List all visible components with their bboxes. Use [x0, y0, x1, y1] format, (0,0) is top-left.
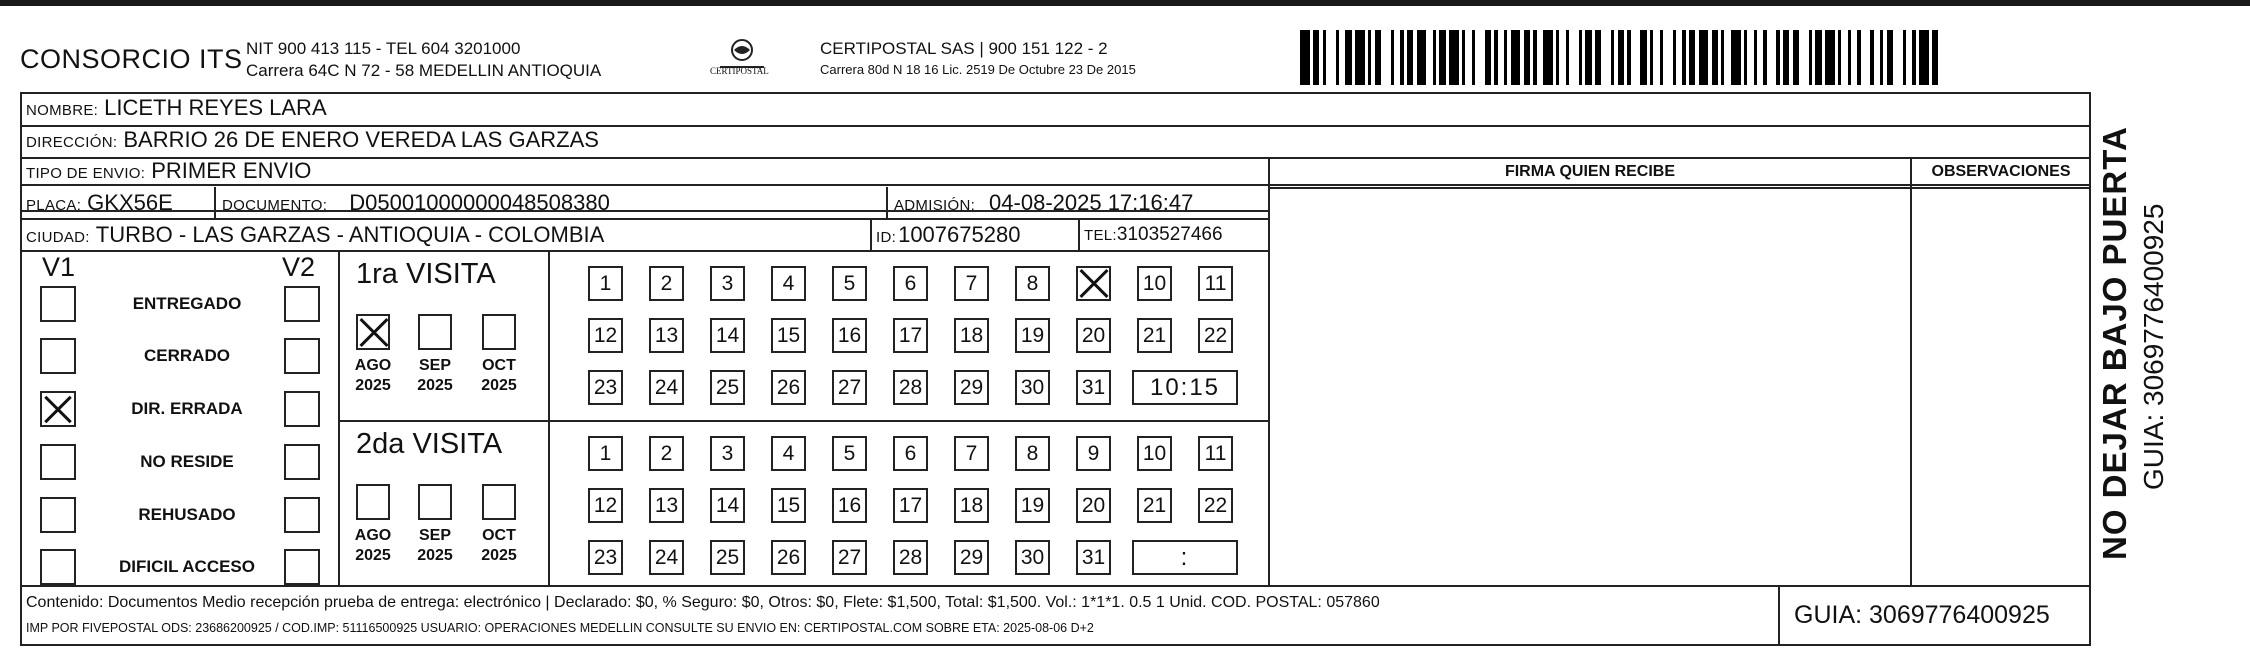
- barcode-bar: [1825, 30, 1835, 85]
- month-year: 2025: [417, 377, 453, 394]
- barcode-bar: [1699, 30, 1709, 85]
- day-box-26[interactable]: 26: [771, 540, 806, 575]
- admision-value: 04-08-2025 17:16:47: [989, 190, 1194, 215]
- day-box-14[interactable]: 14: [710, 488, 745, 523]
- status-label: DIFICIL ACCESO: [118, 557, 255, 576]
- tel-value: 3103527466: [1116, 224, 1223, 245]
- top-border: [0, 0, 2250, 6]
- barcode-bar: [1893, 30, 1903, 85]
- v2-checkbox-1[interactable]: [284, 338, 320, 374]
- ciudad-label: CIUDAD:: [26, 229, 90, 246]
- day-box-9[interactable]: [1076, 266, 1111, 301]
- day-box-6[interactable]: 6: [893, 436, 928, 471]
- month-year: 2025: [481, 547, 517, 564]
- observaciones-header: OBSERVACIONES: [1931, 163, 2071, 180]
- barcode-bar: [1861, 30, 1871, 85]
- day-box-18[interactable]: 18: [954, 488, 989, 523]
- day-box-19[interactable]: 19: [1015, 318, 1050, 353]
- day-box-27[interactable]: 27: [832, 370, 867, 405]
- month-checkbox[interactable]: [482, 314, 516, 350]
- month-name: OCT: [482, 527, 516, 544]
- barcode-bar: [1799, 30, 1809, 85]
- month-name: OCT: [482, 357, 516, 374]
- id-label: ID:: [876, 229, 897, 246]
- month-year: 2025: [481, 377, 517, 394]
- v2-checkbox-5[interactable]: [284, 549, 320, 585]
- side-warning: NO DEJAR BAJO PUERTA: [2096, 126, 2133, 560]
- month-label: [470, 356, 528, 396]
- v1-checkbox-4[interactable]: [40, 497, 76, 533]
- visit-time[interactable]: 10:15: [1132, 370, 1238, 405]
- day-box-1[interactable]: 1: [588, 266, 623, 301]
- v2-checkbox-4[interactable]: [284, 497, 320, 533]
- day-box-31[interactable]: 31: [1076, 370, 1111, 405]
- documento-value: D050010000000485083​80: [349, 190, 610, 215]
- day-box-22[interactable]: 22: [1198, 318, 1233, 353]
- tel-field: [1084, 224, 1223, 246]
- id-field: [876, 222, 1020, 248]
- v2-checkbox-0[interactable]: [284, 286, 320, 322]
- visit-title-2: 2da VISITA: [356, 428, 503, 460]
- tipo-value: PRIMER ENVIO: [151, 158, 312, 183]
- month-label: [344, 356, 402, 396]
- barcode-bar: [1300, 30, 1310, 85]
- day-box-28[interactable]: 28: [893, 370, 928, 405]
- v1-checkbox-0[interactable]: [40, 286, 76, 322]
- contenido-text: Contenido: Documentos Medio recepción prueba de entrega: electrónico | Declarado: $0, % Seguro: $0, Otros: $0, Flete: $1,500, Total: $1,500. Vol.: 1*1*1. 0.5 1 Unid. COD. POSTAL: 057860: [26, 594, 1380, 611]
- month-year: 2025: [355, 547, 391, 564]
- day-box-3[interactable]: 3: [710, 436, 745, 471]
- month-name: SEP: [418, 527, 451, 544]
- barcode-bar: [1731, 30, 1741, 85]
- v1-checkbox-1[interactable]: [40, 338, 76, 374]
- day-box-10[interactable]: 10: [1137, 266, 1172, 301]
- nit-line: NIT 900 413 115 - TEL 604 3201000: [246, 39, 521, 58]
- day-box-12[interactable]: 12: [588, 318, 623, 353]
- day-box-5[interactable]: 5: [832, 266, 867, 301]
- direccion-value: BARRIO 26 DE ENERO VEREDA LAS GARZAS: [123, 127, 599, 152]
- month-checkbox[interactable]: [418, 484, 452, 520]
- barcode-bar: [1417, 30, 1427, 85]
- v1-checkbox-5[interactable]: [40, 549, 76, 585]
- documento-label: DOCUMENTO:: [222, 197, 328, 214]
- day-box-25[interactable]: 25: [710, 540, 745, 575]
- day-box-17[interactable]: 17: [893, 488, 928, 523]
- nombre-row: [26, 95, 327, 121]
- imp-text: IMP POR FIVEPOSTAL ODS: 23686200925 / COD.IMP: 51116500925 USUARIO: OPERACIONES MEDELLIN CONSULTE SU ENVIO EN: CERTIPOSTAL.COM SOBRE ETA: 2025-08-06 D+2: [26, 621, 1094, 635]
- status-label: NO RESIDE: [140, 452, 234, 471]
- day-box-28[interactable]: 28: [893, 540, 928, 575]
- footer-guia: GUIA: 3069776400925: [1794, 601, 2050, 629]
- month-checkbox[interactable]: [482, 484, 516, 520]
- day-box-12[interactable]: 12: [588, 488, 623, 523]
- day-box-4[interactable]: 4: [771, 266, 806, 301]
- month-name: AGO: [354, 527, 392, 544]
- v2-header: V2: [282, 252, 316, 282]
- day-box-11[interactable]: 11: [1198, 266, 1233, 301]
- barcode-bar: [1543, 30, 1553, 85]
- day-box-23[interactable]: 23: [588, 370, 623, 405]
- day-box-7[interactable]: 7: [954, 266, 989, 301]
- ciudad-field: [26, 222, 604, 248]
- ciudad-value: TURBO - LAS GARZAS - ANTIOQUIA - COLOMBIA: [95, 222, 605, 247]
- v1-header: V1: [42, 252, 76, 282]
- status-label: CERRADO: [144, 346, 230, 365]
- day-box-14[interactable]: 14: [710, 318, 745, 353]
- firma-header: FIRMA QUIEN RECIBE: [1504, 163, 1676, 180]
- day-box-19[interactable]: 19: [1015, 488, 1050, 523]
- nombre-value: LICETH REYES LARA: [104, 95, 327, 120]
- barcode-bar: [1355, 30, 1365, 85]
- month-checkbox[interactable]: [418, 314, 452, 350]
- day-box-23[interactable]: 23: [588, 540, 623, 575]
- day-box-8[interactable]: 8: [1015, 436, 1050, 471]
- tel-label: TEL:: [1084, 227, 1117, 244]
- certipostal-line: CERTIPOSTAL SAS | 900 151 122 - 2: [820, 39, 1108, 58]
- direccion-label: DIRECCIÓN:: [26, 134, 118, 151]
- status-label: REHUSADO: [138, 505, 236, 524]
- v1-checkbox-2[interactable]: [40, 391, 76, 427]
- barcode-bar: [1631, 30, 1641, 85]
- day-box-30[interactable]: 30: [1015, 540, 1050, 575]
- day-box-31[interactable]: 31: [1076, 540, 1111, 575]
- v2-checkbox-2[interactable]: [284, 391, 320, 427]
- day-box-29[interactable]: 29: [954, 370, 989, 405]
- day-box-17[interactable]: 17: [893, 318, 928, 353]
- day-box-20[interactable]: 20: [1076, 318, 1111, 353]
- side-guia: GUIA: 3069776400925: [2138, 203, 2169, 490]
- barcode: [1300, 30, 1940, 85]
- barcode-bar: [1919, 30, 1929, 85]
- day-box-6[interactable]: 6: [893, 266, 928, 301]
- day-box-15[interactable]: 15: [771, 318, 806, 353]
- day-box-26[interactable]: 26: [771, 370, 806, 405]
- day-box-25[interactable]: 25: [710, 370, 745, 405]
- day-box-21[interactable]: 21: [1137, 318, 1172, 353]
- day-box-30[interactable]: 30: [1015, 370, 1050, 405]
- day-box-16[interactable]: 16: [832, 488, 867, 523]
- tipo-row: [26, 158, 311, 184]
- barcode-bar: [1601, 30, 1611, 85]
- documento-field: [222, 190, 610, 216]
- day-box-16[interactable]: 16: [832, 318, 867, 353]
- month-label: [406, 526, 464, 566]
- day-box-2[interactable]: 2: [649, 436, 684, 471]
- barcode-bar: [1663, 30, 1673, 85]
- day-box-22[interactable]: 22: [1198, 488, 1233, 523]
- v1-checkbox-3[interactable]: [40, 444, 76, 480]
- admision-field: [894, 190, 1193, 216]
- id-value: 1007675280: [898, 222, 1021, 247]
- day-box-1[interactable]: 1: [588, 436, 623, 471]
- day-box-8[interactable]: 8: [1015, 266, 1050, 301]
- month-year: 2025: [355, 377, 391, 394]
- visit-time[interactable]: :: [1132, 540, 1238, 575]
- status-label: DIR. ERRADA: [131, 399, 243, 418]
- day-box-2[interactable]: 2: [649, 266, 684, 301]
- day-box-13[interactable]: 13: [649, 318, 684, 353]
- day-box-3[interactable]: 3: [710, 266, 745, 301]
- placa-label: PLACA:: [26, 197, 82, 214]
- month-year: 2025: [417, 547, 453, 564]
- company-address: Carrera 64C N 72 - 58 MEDELLIN ANTIOQUIA: [246, 61, 602, 80]
- barcode-bar: [1449, 30, 1459, 85]
- barcode-bar: [1767, 30, 1777, 85]
- barcode-bar: [1511, 30, 1521, 85]
- day-box-21[interactable]: 21: [1137, 488, 1172, 523]
- tipo-label: TIPO DE ENVIO:: [26, 165, 146, 182]
- barcode-bar: [1381, 30, 1391, 85]
- logo-text: CERTIPOSTAL: [710, 66, 769, 76]
- direccion-row: [26, 127, 599, 153]
- brand-name: CONSORCIO ITS: [20, 44, 243, 74]
- day-box-15[interactable]: 15: [771, 488, 806, 523]
- barcode-bar: [1932, 30, 1938, 85]
- day-box-11[interactable]: 11: [1198, 436, 1233, 471]
- day-box-29[interactable]: 29: [954, 540, 989, 575]
- status-label: ENTREGADO: [132, 294, 242, 313]
- month-label: [344, 526, 402, 566]
- day-box-20[interactable]: 20: [1076, 488, 1111, 523]
- nombre-label: NOMBRE:: [26, 102, 99, 119]
- month-name: SEP: [418, 357, 451, 374]
- day-box-5[interactable]: 5: [832, 436, 867, 471]
- month-label: [406, 356, 464, 396]
- month-checkbox[interactable]: [356, 484, 390, 520]
- placa-field: [26, 190, 173, 216]
- day-box-4[interactable]: 4: [771, 436, 806, 471]
- day-box-9[interactable]: 9: [1076, 436, 1111, 471]
- day-box-18[interactable]: 18: [954, 318, 989, 353]
- day-box-13[interactable]: 13: [649, 488, 684, 523]
- certipostal-logo: [712, 36, 772, 82]
- placa-value: GKX56E: [87, 190, 173, 215]
- admision-label: ADMISIÓN:: [894, 197, 976, 214]
- month-checkbox[interactable]: [356, 314, 390, 350]
- v2-checkbox-3[interactable]: [284, 444, 320, 480]
- barcode-bar: [1569, 30, 1579, 85]
- certipostal-address: Carrera 80d N 18 16 Lic. 2519 De Octubre 23 De 2015: [820, 62, 1136, 77]
- barcode-bar: [1475, 30, 1485, 85]
- month-label: [470, 526, 528, 566]
- day-box-24[interactable]: 24: [649, 370, 684, 405]
- day-box-27[interactable]: 27: [832, 540, 867, 575]
- month-name: AGO: [354, 357, 392, 374]
- day-box-24[interactable]: 24: [649, 540, 684, 575]
- day-box-7[interactable]: 7: [954, 436, 989, 471]
- day-box-10[interactable]: 10: [1137, 436, 1172, 471]
- visit-title-1: 1ra VISITA: [356, 258, 496, 290]
- barcode-bar: [1326, 30, 1336, 85]
